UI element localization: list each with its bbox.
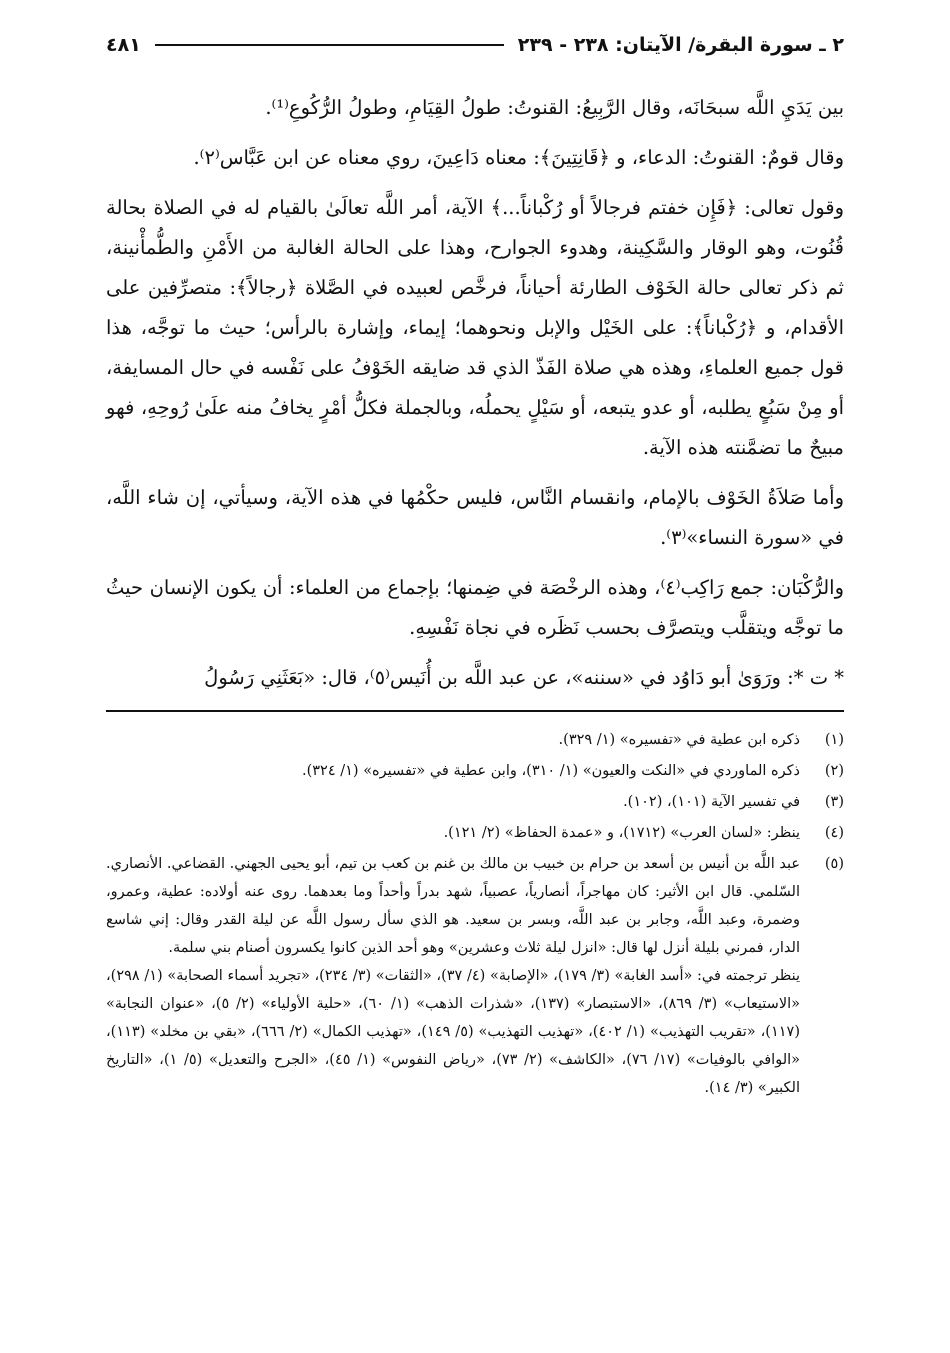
book-page [106,28,844,1105]
footnote-text: ذكره الماوردي في «النكت والعيون» (١/ ٣١٠)، وابن عطية في «تفسيره» (١/ ٣٢٤). [301,763,800,779]
paragraph: والرُّكْبَان: جمع رَاكِب⁽٤⁾، وهذه الرخْصَة في ضِمنها؛ بإجماع من العلماء: أن يكون الإنسان حيثُ ما توجَّه ويتقلَّب ويتصرَّف بحسب نَظَره في نجاة نَفْسِهِ. [106,576,844,639]
footnote-text: في تفسير الآية (١٠١)، (١٠٢). [623,794,800,810]
footnotes [106,726,844,1102]
footnote-text: ذكره ابن عطية في «تفسيره» (١/ ٣٢٩). [558,732,800,748]
header-rule [155,44,504,46]
footnote-number: (١) [824,732,844,748]
footnotes-separator [106,710,844,712]
paragraph: وقول تعالى: ﴿فَإِن خفتم فرجالاً أو رُكْباناً...﴾ الآية، أمر اللَّه تعالَىٰ بالقيام له في الصلاة بحالة قُنُوت، وهو الوقار والسَّكِينة، وهدوء الجوارح، وهذا على الحالة الغالبة من الأَمْنِ والطُّمأْنينة، ثم ذكر تعالى حالة الخَوْف الطارئة أحياناً، فرخَّص لعبيده في الصَّلاة ﴿رجالاً﴾: متصرِّفين على الأقدام، و ﴿رُكْباناً﴾: على الخَيْل والإبل ونحوهما؛ إيماء، وإشارة بالرأس؛ حيث ما توجَّه، هذا قول جميع العلماءِ، وهذه هي صلاة الفَذّ الذي قد ضايقه الخَوْفُ على نَفْسه في حال المسايفة، أو مِنْ سَبُعٍ يطلبه، أو عدو يتبعه، أو سَيْلٍ يحملُه، وبالجملة فكلُّ أمْرٍ يخافُ منه علَىٰ رُوحِهِ، فهو مبيحٌ ما تضمَّنته هذه الآية. [106,196,845,459]
footnote-text: ينظر: «لسان العرب» (١٧١٢)، و «عمدة الحفاظ» (٢/ ١٢١). [443,825,800,841]
footnote-references: ينظر ترجمته في: «أسد الغابة» (٣/ ١٧٩)، «الإصابة» (٤/ ٣٧)، «الثقات» (٣/ ٢٣٤)، «تجريد أسماء الصحابة» (١/ ٢٩٨)، «الاستيعاب» (٣/ ٨٦٩)، «الاستبصار» (١٣٧)، «شذرات الذهب» (١/ ٦٠)، «حلية الأولياء» (٢/ ٥)، «عنوان النجابة» (١١٧)، «تقريب التهذيب» (١/ ٤٠٢)، «تهذيب التهذيب» (٥/ ١٤٩)، «تهذيب الكمال» (٢/ ٦٦٦)، «بقي بن مخلد» (١١٣)، «الوافي بالوفيات» (١٧/ ٧٦)، «الكاشف» (٢/ ٧٣)، «رياض النفوس» (١/ ٤٥)، «الجرح والتعديل» (٥/ ١)، «التاريخ الكبير» (٣/ ١٤). [106,968,801,1096]
footnote-number: (٥) [824,856,844,872]
paragraph: وأما صَلاَةُ الخَوْف بالإمام، وانقسام النَّاس، فليس حكْمُها في هذه الآية، وسيأتي، إن شاء اللَّه، في «سورة النساء»⁽٣⁾. [106,486,844,549]
footnote-number: (٣) [824,794,844,810]
paragraph: وقال قومٌ: القنوتُ: الدعاء، و ﴿قَانِتِينَ﴾: معناه دَاعِينَ، روي معناه عن ابن عَبَّاس⁽٢⁾. [193,146,844,169]
footnote-number: (٢) [824,763,844,779]
footnote [106,788,844,816]
paragraph: بين يَدَيِ اللَّه سبحَانَه، وقال الرَّبِيعُ: القنوتُ: طولُ القِيَامِ، وطولُ الرُّكُوعِ⁽¹⁾. [265,96,844,119]
paragraph: * ت *: ورَوَىٰ أبو دَاوُد في «سننه»، عن عبد اللَّه بن أُنَيس⁽٥⁾، قال: «بَعَثَنِي رَسُولُ [204,666,844,689]
running-header [106,28,844,62]
footnote [106,819,844,847]
footnote-text: عبد اللَّه بن أنيس بن أسعد بن حرام بن خبيب بن مالك بن غنم بن كعب بن تيم، أبو يحيى الجهني. القضاعي. الأنصاري. السّلمي. قال ابن الأثير: كان مهاجراً، أنصارياً، عصبياً، شهد بدراً وأحداً وما بعدهما. روى عنه أولاده: عطية، وعمرو، وضمرة، وعبد اللَّه، وجابر بن عبد اللَّه، وبسر بن سعيد. هو الذي سأل رسول اللَّه عن ليلة القدر وقال: إني شاسع الدار، فمرني بليلة أنزل لها قال: «انزل ليلة ثلاث وعشرين» وهو أحد الذين كانوا يكسرون أصنام بني سلمة. [106,856,800,956]
page-number: ٤٨١ [106,34,141,56]
footnote-body [106,850,800,1102]
footnote [106,726,844,754]
footnote [106,850,844,1102]
footnote-number: (٤) [824,825,844,841]
footnote [106,757,844,785]
main-text [106,88,844,698]
header-title: ٢ ـ سورة البقرة/ الآيتان: ٢٣٨ - ٢٣٩ [517,34,844,56]
